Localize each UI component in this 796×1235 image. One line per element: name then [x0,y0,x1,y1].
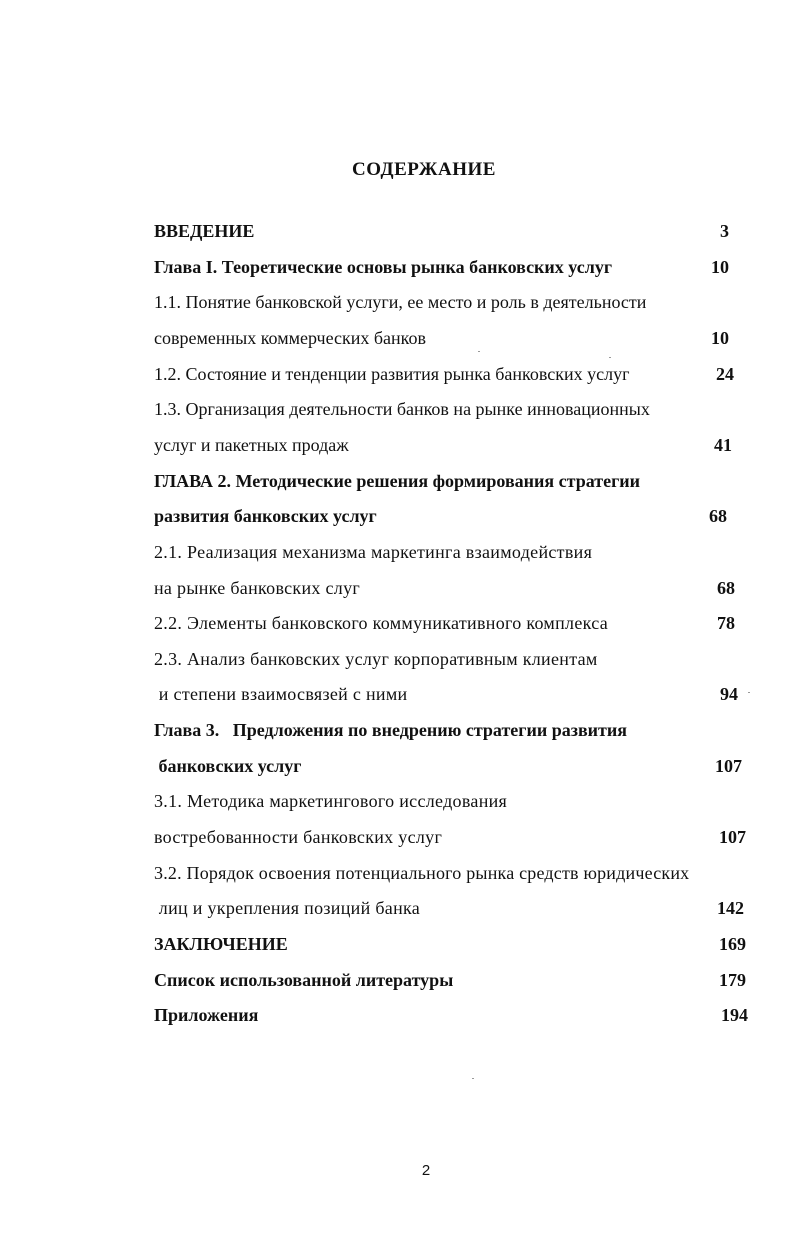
toc-entry-chapter-3-line-1: Глава 3. Предложения по внедрению стратегии развития [154,720,627,740]
toc-entry-chapter-3-line-2: банковских услуг [154,756,302,776]
toc-entry-1-2: 1.2. Состояние и тенденции развития рынка банковских услуг [154,364,630,384]
scan-speck [609,357,611,358]
toc-page-conclusion: 169 [719,934,746,954]
toc-page-2-3: 94 [720,684,738,704]
toc-entry-3-1-line-1: 3.1. Методика маркетингового исследования [154,791,508,811]
page-title: СОДЕРЖАНИЕ [352,159,496,180]
toc-entry-2-2: 2.2. Элементы банковского коммуникативного комплекса [154,613,609,633]
toc-page-chapter-2: 68 [709,506,727,526]
toc-entry-1-1-line-1: 1.1. Понятие банковской услуги, ее место и роль в деятельности [154,292,647,312]
toc-entry-2-3-line-1: 2.3. Анализ банковских услуг корпоративным клиентам [154,649,598,669]
toc-page-3-2: 142 [717,898,744,918]
scan-speck [478,351,480,352]
toc-entry-chapter-2-line-1: ГЛАВА 2. Методические решения формирования стратегии [154,471,640,491]
toc-entry-1-1-line-2: современных коммерческих банков [154,328,426,348]
toc-page-1-2: 24 [716,364,734,384]
toc-page-chapter-3: 107 [715,756,742,776]
toc-entry-chapter-2-line-2: развития банковских услуг [154,506,377,526]
toc-entry-2-1-line-2: на рынке банковских слуг [154,578,361,598]
toc-entry-3-2-line-1: 3.2. Порядок освоения потенциального рынка средств юридических [154,863,690,883]
toc-page-appendices: 194 [721,1005,748,1025]
toc-entry-1-3-line-2: услуг и пакетных продаж [154,435,349,455]
toc-entry-appendices: Приложения [154,1005,259,1025]
toc-page-2-1: 68 [717,578,735,598]
toc-page-3-1: 107 [719,827,746,847]
scan-speck [472,1078,474,1079]
toc-page-introduction: 3 [720,221,729,241]
toc-page-bibliography: 179 [719,970,746,990]
toc-entry-3-1-line-2: востребованности банковских услуг [154,827,443,847]
toc-page-1-1: 10 [711,328,729,348]
toc-page-1-3: 41 [714,435,732,455]
toc-entry-chapter-1: Глава I. Теоретические основы рынка банковских услуг [154,257,613,277]
page-number: 2 [421,1162,431,1179]
toc-entry-2-1-line-1: 2.1. Реализация механизма маркетинга взаимодействия [154,542,593,562]
toc-entry-introduction: ВВЕДЕНИЕ [154,221,255,241]
toc-page-2-2: 78 [717,613,735,633]
scan-speck [748,692,750,693]
toc-entry-2-3-line-2: и степени взаимосвязей с ними [154,684,408,704]
toc-page-chapter-1: 10 [711,257,729,277]
toc-entry-3-2-line-2: лиц и укрепления позиций банка [154,898,421,918]
toc-entry-1-3-line-1: 1.3. Организация деятельности банков на рынке инновационных [154,399,650,419]
toc-entry-bibliography: Список использованной литературы [154,970,454,990]
toc-entry-conclusion: ЗАКЛЮЧЕНИЕ [154,934,288,954]
